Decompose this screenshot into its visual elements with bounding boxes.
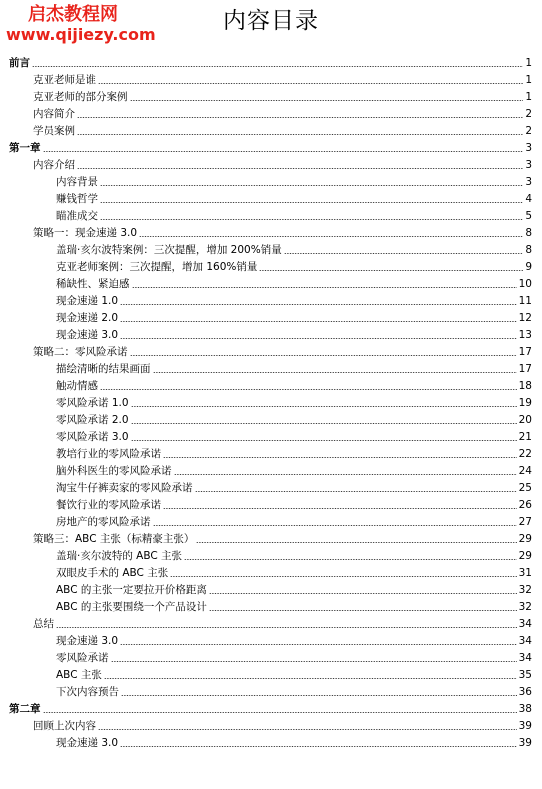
toc-entry[interactable] bbox=[56, 325, 532, 342]
toc-dot-leader bbox=[195, 491, 517, 492]
toc-entry-title: 内容简介 bbox=[33, 107, 75, 120]
toc-dot-leader bbox=[100, 202, 523, 203]
toc-dot-leader bbox=[100, 389, 517, 390]
toc-entry[interactable] bbox=[56, 376, 532, 393]
toc-dot-leader bbox=[130, 355, 517, 356]
toc-entry-page: 18 bbox=[518, 379, 532, 392]
toc-entry[interactable] bbox=[56, 478, 532, 495]
toc-dot-leader bbox=[120, 321, 517, 322]
toc-entry-title: 零风险承诺 2.0 bbox=[56, 413, 129, 426]
toc-dot-leader bbox=[32, 66, 523, 67]
toc-dot-leader bbox=[153, 525, 517, 526]
toc-dot-leader bbox=[98, 729, 517, 730]
toc-entry[interactable] bbox=[56, 291, 532, 308]
toc-dot-leader bbox=[139, 236, 523, 237]
toc-entry-page: 29 bbox=[518, 549, 532, 562]
toc-dot-leader bbox=[131, 440, 517, 441]
toc-entry-page: 36 bbox=[518, 685, 532, 698]
toc-entry-title: 第一章 bbox=[9, 141, 41, 154]
toc-dot-leader bbox=[100, 185, 523, 186]
toc-entry-title: 第二章 bbox=[9, 702, 41, 715]
toc-entry-title: 餐饮行业的零风险承诺 bbox=[56, 498, 161, 511]
toc-entry-title: 克亚老师的部分案例 bbox=[33, 90, 128, 103]
toc-dot-leader bbox=[153, 372, 517, 373]
toc-entry-page: 10 bbox=[518, 277, 532, 290]
toc-entry-title: 前言 bbox=[9, 56, 30, 69]
toc-entry-page: 17 bbox=[518, 345, 532, 358]
toc-entry-page: 39 bbox=[518, 719, 532, 732]
toc-entry[interactable] bbox=[56, 427, 532, 444]
toc-dot-leader bbox=[98, 83, 523, 84]
toc-entry-page: 1 bbox=[525, 73, 532, 86]
toc-entry-title: ABC 的主张要围绕一个产品设计 bbox=[56, 600, 207, 613]
toc-dot-leader bbox=[209, 610, 517, 611]
toc-entry-title: 现金速递 3.0 bbox=[56, 328, 119, 341]
toc-dot-leader bbox=[209, 593, 517, 594]
toc-entry[interactable] bbox=[33, 529, 532, 546]
toc-entry[interactable] bbox=[56, 665, 532, 682]
toc-entry-page: 24 bbox=[518, 464, 532, 477]
toc-entry[interactable] bbox=[33, 342, 532, 359]
toc-entry-page: 38 bbox=[518, 702, 532, 715]
toc-entry[interactable] bbox=[56, 733, 532, 750]
toc-entry-page: 3 bbox=[525, 141, 532, 154]
toc-entry-title: 回顾上次内容 bbox=[33, 719, 96, 732]
toc-entry-title: 内容背景 bbox=[56, 175, 98, 188]
toc-entry[interactable] bbox=[56, 393, 532, 410]
toc-entry[interactable] bbox=[56, 512, 532, 529]
toc-entry-title: 零风险承诺 1.0 bbox=[56, 396, 129, 409]
toc-entry-page: 29 bbox=[518, 532, 532, 545]
toc-dot-leader bbox=[131, 423, 517, 424]
toc-entry[interactable] bbox=[56, 648, 532, 665]
toc-entry-page: 12 bbox=[518, 311, 532, 324]
toc-entry-title: 房地产的零风险承诺 bbox=[56, 515, 151, 528]
toc-entry-title: 盖瑞·亥尔波特案例：三次提醒，增加 200%销量 bbox=[56, 243, 282, 256]
toc-entry[interactable] bbox=[56, 631, 532, 648]
toc-dot-leader bbox=[130, 100, 524, 101]
toc-entry-title: 策略二：零风险承诺 bbox=[33, 345, 128, 358]
toc-entry-title: 赚钱哲学 bbox=[56, 192, 98, 205]
toc-dot-leader bbox=[104, 678, 517, 679]
toc-dot-leader bbox=[56, 627, 517, 628]
toc-entry-title: 淘宝牛仔裤卖家的零风险承诺 bbox=[56, 481, 193, 494]
toc-entry[interactable] bbox=[56, 597, 532, 614]
toc-entry[interactable] bbox=[56, 444, 532, 461]
toc-entry[interactable] bbox=[56, 563, 532, 580]
watermark-site-name: 启杰教程网 bbox=[28, 4, 118, 25]
toc-entry[interactable] bbox=[56, 580, 532, 597]
toc-entry-page: 9 bbox=[525, 260, 532, 273]
toc-entry-title: 零风险承诺 3.0 bbox=[56, 430, 129, 443]
toc-dot-leader bbox=[120, 746, 517, 747]
toc-dot-leader bbox=[77, 168, 523, 169]
toc-dot-leader bbox=[163, 508, 517, 509]
toc-entry-title: 双眼皮手术的 ABC 主张 bbox=[56, 566, 169, 579]
toc-entry[interactable] bbox=[33, 716, 532, 733]
toc-entry-page: 17 bbox=[518, 362, 532, 375]
toc-dot-leader bbox=[120, 644, 517, 645]
toc-entry-title: 现金速递 2.0 bbox=[56, 311, 119, 324]
toc-entry-page: 34 bbox=[518, 617, 532, 630]
toc-entry[interactable] bbox=[33, 223, 532, 240]
toc-entry-title: 现金速递 1.0 bbox=[56, 294, 119, 307]
toc-entry-page: 34 bbox=[518, 651, 532, 664]
toc-entry-page: 3 bbox=[525, 175, 532, 188]
toc-entry-title: 稀缺性、紧迫感 bbox=[56, 277, 130, 290]
toc-entry-page: 3 bbox=[525, 158, 532, 171]
toc-entry-page: 31 bbox=[518, 566, 532, 579]
toc-entry-page: 32 bbox=[518, 600, 532, 613]
toc-entry[interactable] bbox=[56, 274, 532, 291]
toc-dot-leader bbox=[100, 219, 523, 220]
toc-entry-page: 11 bbox=[518, 294, 532, 307]
toc-entry[interactable] bbox=[56, 257, 532, 274]
toc-dot-leader bbox=[131, 406, 517, 407]
toc-dot-leader bbox=[163, 457, 517, 458]
toc-entry-page: 25 bbox=[518, 481, 532, 494]
toc-entry[interactable] bbox=[56, 495, 532, 512]
toc-entry-page: 32 bbox=[518, 583, 532, 596]
toc-entry-title: 下次内容预告 bbox=[56, 685, 119, 698]
toc-dot-leader bbox=[174, 474, 517, 475]
toc-entry-page: 34 bbox=[518, 634, 532, 647]
toc-entry[interactable] bbox=[9, 138, 532, 155]
toc-dot-leader bbox=[196, 542, 516, 543]
toc-entry-page: 22 bbox=[518, 447, 532, 460]
toc-entry-title: 瞄准成交 bbox=[56, 209, 98, 222]
toc-entry[interactable] bbox=[33, 155, 532, 172]
toc-entry[interactable] bbox=[56, 682, 532, 699]
toc-entry[interactable] bbox=[56, 410, 532, 427]
toc-entry-page: 1 bbox=[525, 56, 532, 69]
toc-entry-page: 4 bbox=[525, 192, 532, 205]
toc-entry-title: 学员案例 bbox=[33, 124, 75, 137]
toc-dot-leader bbox=[120, 338, 517, 339]
toc-entry-page: 39 bbox=[518, 736, 532, 749]
toc-entry-title: 策略三：ABC 主张（标精豪主张） bbox=[33, 532, 195, 545]
toc-entry-page: 27 bbox=[518, 515, 532, 528]
toc-entry[interactable] bbox=[56, 308, 532, 325]
toc-entry-page: 21 bbox=[518, 430, 532, 443]
toc-entry-title: 策略一：现金速递 3.0 bbox=[33, 226, 138, 239]
toc-entry[interactable] bbox=[56, 359, 532, 376]
toc-entry-page: 26 bbox=[518, 498, 532, 511]
toc-entry-title: 脑外科医生的零风险承诺 bbox=[56, 464, 172, 477]
toc-entry-page: 5 bbox=[525, 209, 532, 222]
toc-dot-leader bbox=[43, 712, 517, 713]
toc-entry[interactable] bbox=[33, 104, 532, 121]
toc-entry[interactable] bbox=[33, 614, 532, 631]
toc-entry-page: 1 bbox=[525, 90, 532, 103]
toc-dot-leader bbox=[77, 117, 523, 118]
toc-entry[interactable] bbox=[56, 546, 532, 563]
toc-dot-leader bbox=[111, 661, 517, 662]
toc-entry[interactable] bbox=[56, 461, 532, 478]
toc-dot-leader bbox=[43, 151, 524, 152]
toc-entry[interactable] bbox=[56, 189, 532, 206]
watermark-url: www.qijiezy.com bbox=[6, 25, 156, 44]
toc-entry-page: 13 bbox=[518, 328, 532, 341]
toc-entry-page: 2 bbox=[525, 124, 532, 137]
toc-entry[interactable] bbox=[56, 172, 532, 189]
toc-entry[interactable] bbox=[9, 53, 532, 70]
toc-entry-title: ABC 的主张一定要拉开价格距离 bbox=[56, 583, 207, 596]
toc-entry-page: 20 bbox=[518, 413, 532, 426]
toc-entry[interactable] bbox=[33, 70, 532, 87]
toc-entry[interactable] bbox=[56, 240, 532, 257]
toc-dot-leader bbox=[284, 253, 524, 254]
page-title: 内容目录 bbox=[223, 8, 319, 34]
toc-entry-page: 19 bbox=[518, 396, 532, 409]
toc-entry[interactable] bbox=[56, 206, 532, 223]
toc-entry-title: 盖瑞·亥尔波特的 ABC 主张 bbox=[56, 549, 183, 562]
watermark-logo bbox=[6, 4, 156, 45]
toc-dot-leader bbox=[120, 304, 517, 305]
toc-entry-page: 8 bbox=[525, 226, 532, 239]
toc-dot-leader bbox=[184, 559, 517, 560]
toc-entry-title: 描绘清晰的结果画面 bbox=[56, 362, 151, 375]
toc-entry-page: 2 bbox=[525, 107, 532, 120]
toc-dot-leader bbox=[259, 270, 523, 271]
toc-entry-page: 8 bbox=[525, 243, 532, 256]
toc-entry-title: 教培行业的零风险承诺 bbox=[56, 447, 161, 460]
toc-entry[interactable] bbox=[33, 87, 532, 104]
toc-entry-title: 内容介绍 bbox=[33, 158, 75, 171]
toc-dot-leader bbox=[170, 576, 516, 577]
toc-entry-title: 零风险承诺 bbox=[56, 651, 109, 664]
toc-entry-title: 触动情感 bbox=[56, 379, 98, 392]
toc-entry-title: 总结 bbox=[33, 617, 54, 630]
toc-dot-leader bbox=[132, 287, 517, 288]
toc-entry-title: 现金速递 3.0 bbox=[56, 736, 119, 749]
toc-entry-title: 克亚老师案例：三次提醒，增加 160%销量 bbox=[56, 260, 258, 273]
toc-dot-leader bbox=[77, 134, 523, 135]
toc-entry[interactable] bbox=[9, 699, 532, 716]
toc-dot-leader bbox=[121, 695, 517, 696]
toc-entry-title: 克亚老师是谁 bbox=[33, 73, 96, 86]
toc-entry-title: ABC 主张 bbox=[56, 668, 102, 681]
toc-entry[interactable] bbox=[33, 121, 532, 138]
toc-entry-page: 35 bbox=[518, 668, 532, 681]
toc-entry-title: 现金速递 3.0 bbox=[56, 634, 119, 647]
